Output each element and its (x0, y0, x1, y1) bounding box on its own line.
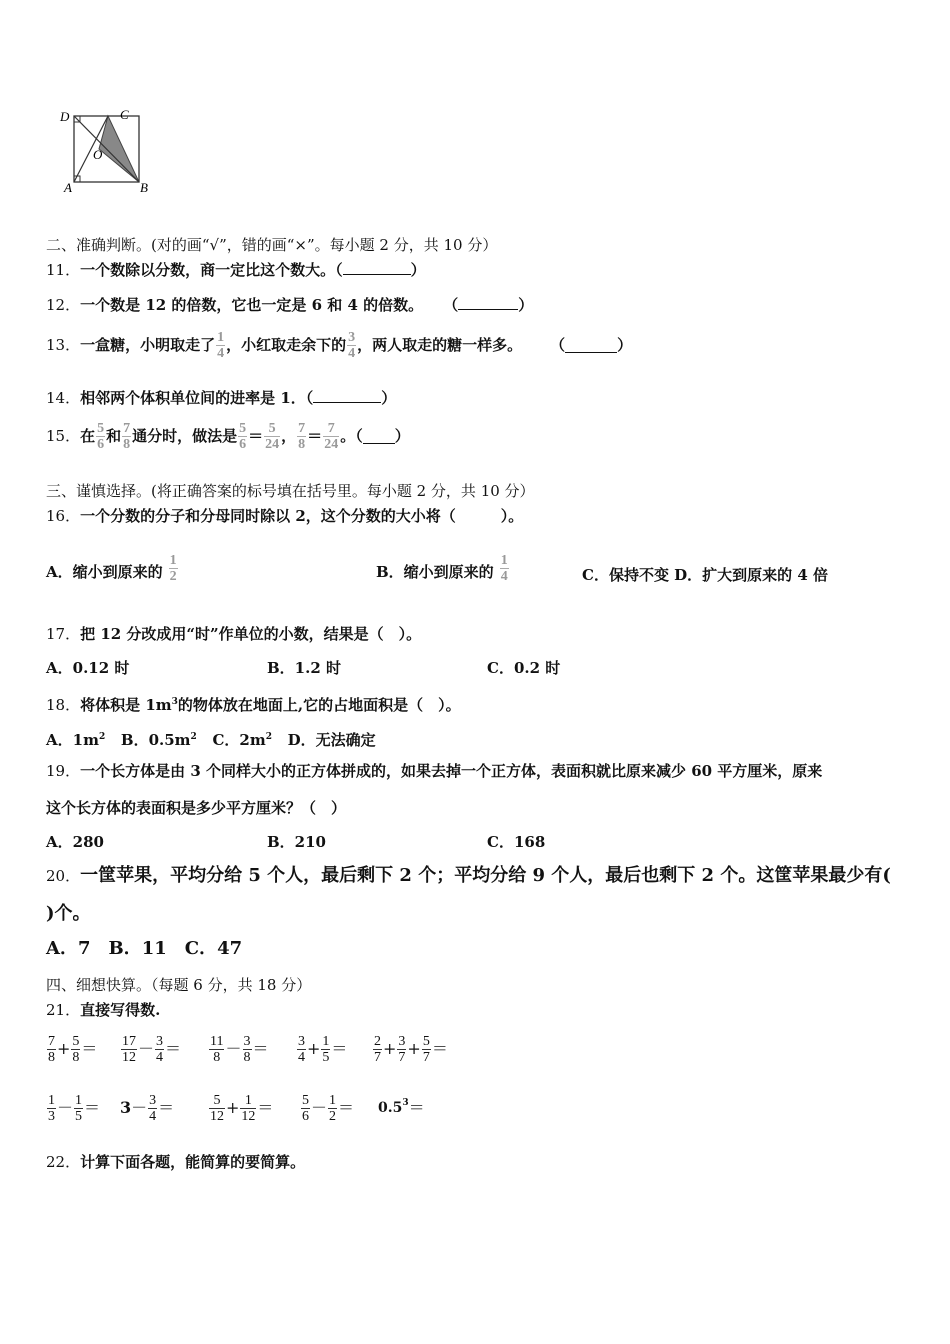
q20-options[interactable]: A．7 B．11 C．47 (46, 938, 243, 959)
q15-eq-2: ＝ (307, 427, 323, 445)
q18-text-1: 将体积是 1m (80, 696, 172, 714)
three: 3 (120, 1098, 132, 1117)
eq: ＝ (257, 1098, 274, 1117)
q16-option-b[interactable] (376, 540, 510, 584)
q15-fa-den: 6 (97, 436, 105, 452)
q13-text-1: 一盒糖，小明取走了 (80, 336, 216, 354)
q14-close: ） (381, 389, 397, 407)
eq: ＝ (252, 1039, 269, 1058)
question-11 (46, 260, 426, 280)
calc-row-2 (46, 1086, 425, 1130)
label-o: O (93, 147, 103, 162)
q17-option-b[interactable]: B．1.2 时 (267, 659, 341, 677)
q22-text: 计算下面各题，能简算的要简算。 (80, 1153, 306, 1171)
eq: ＝ (84, 1098, 101, 1117)
q16-option-a[interactable] (46, 540, 179, 584)
eq: ＝ (431, 1039, 448, 1058)
q18-b-sup: 2 (190, 732, 197, 742)
question-18 (46, 692, 461, 715)
q15-eq-1: ＝ (248, 427, 264, 445)
section3-title: 三、谨慎选择。(将正确答案的标号填在括号里。每小题 2 分，共 10 分） (46, 482, 535, 500)
q14-number: 14． (46, 389, 81, 407)
q22-number: 22． (46, 1153, 81, 1171)
q18-a-sup: 2 (98, 732, 106, 742)
q12-text: 一个数是 12 的倍数，它也一定是 6 和 4 的倍数。 (80, 296, 424, 314)
q11-answer-blank[interactable] (343, 260, 411, 275)
q14-text: 相邻两个体积单位间的进率是 1．（ (80, 389, 314, 407)
cube-sup: 3 (402, 1098, 409, 1108)
eq: ＝ (81, 1039, 98, 1058)
q15-fraction-d1 (297, 421, 306, 452)
q13-f1-den: 4 (217, 345, 225, 361)
q15-fc1-num: 5 (239, 420, 247, 436)
q15-number: 15． (46, 427, 81, 445)
question-12 (46, 295, 533, 315)
calc-1: 7 8 + 5 8 ＝ (48, 1033, 98, 1065)
q19-text-1: 一个长方体是由 3 个同样大小的正方体拼成的，如果去掉一个正方体，表面积就比原来减少 60 平方厘米，原来 (80, 762, 823, 780)
q20-text-1: 一筐苹果，平均分给 5 个人，最后剩下 2 个；平均分给 9 个人，最后也剩下 2 个。这筐苹果最少有( (80, 865, 891, 886)
shaded-triangle (99, 116, 139, 182)
q15-fa-num: 5 (97, 420, 105, 436)
q13-number: 13． (46, 336, 81, 354)
op: + (57, 1039, 71, 1058)
q15-fraction-a (96, 421, 105, 452)
q19-option-c[interactable]: C．168 (487, 833, 546, 851)
calc-8: 5 12 + 1 12 ＝ (210, 1092, 274, 1124)
q16-b-den: 4 (500, 569, 508, 584)
q18-sup: 3 (171, 697, 178, 707)
q13-f2-den: 4 (348, 345, 356, 361)
label-c: C (120, 107, 129, 122)
eq: ＝ (331, 1039, 348, 1058)
question-14 (46, 388, 396, 408)
q15-fb-num: 7 (123, 420, 131, 436)
q15-text-2: 和 (106, 427, 122, 445)
calc-7: 3 － 3 4 ＝ (120, 1092, 175, 1124)
q16-option-b-text: B．缩小到原来的 (376, 563, 494, 581)
q15-text-3: 通分时，做法是 (132, 427, 238, 445)
calc-4: 3 4 + 1 5 ＝ (298, 1033, 348, 1065)
question-19-line2: 这个长方体的表面积是多少平方厘米？（ ） (46, 799, 347, 817)
question-22 (46, 1152, 305, 1172)
op: + (307, 1039, 321, 1058)
q18-option-d[interactable]: D．无法确定 (287, 731, 376, 749)
q21-text: 直接写得数. (80, 1001, 161, 1019)
q16-option-b-fraction (500, 553, 509, 584)
op: － (225, 1039, 242, 1058)
question-13 (46, 325, 632, 365)
q15-fc2-num: 5 (268, 420, 276, 436)
eq: ＝ (408, 1098, 425, 1117)
q13-fraction-1 (216, 330, 225, 361)
label-a: A (64, 180, 72, 195)
q11-number: 11． (46, 261, 81, 279)
calc-9: 5 6 － 1 2 ＝ (302, 1092, 355, 1124)
q17-option-c[interactable]: C．0.2 时 (487, 659, 561, 677)
q20-number: 20． (46, 867, 81, 885)
q18-option-b[interactable] (121, 731, 197, 749)
q13-text-3: ，两人取走的糖一样多。 (357, 336, 523, 354)
question-20-line1 (46, 866, 891, 886)
q17-option-a[interactable]: A．0.12 时 (46, 659, 130, 677)
q15-fraction-d2 (323, 421, 339, 452)
q18-option-c[interactable] (212, 731, 272, 749)
section2-title: 二、准确判断。(对的画“√”，错的画“×”。每小题 2 分，共 10 分） (46, 236, 498, 254)
q15-fd1-den: 8 (298, 436, 306, 452)
calc-3: 11 8 － 3 8 ＝ (210, 1033, 269, 1065)
question-19-line1 (46, 761, 822, 781)
q19-number: 19． (46, 762, 81, 780)
op: － (138, 1039, 155, 1058)
label-d: D (60, 109, 70, 124)
question-16 (46, 506, 523, 526)
op: － (131, 1098, 148, 1117)
q18-number: 18． (46, 696, 81, 714)
q16-option-a-text: A．缩小到原来的 (46, 563, 163, 581)
op: + (226, 1098, 240, 1117)
question-17 (46, 624, 421, 644)
q12-close: ） (518, 296, 534, 314)
calc-6: 1 3 － 1 5 ＝ (48, 1092, 101, 1124)
q16-a-den: 2 (169, 569, 177, 584)
q13-text-2: ，小红取走余下的 (226, 336, 347, 354)
op: + (407, 1039, 421, 1058)
op: + (383, 1039, 397, 1058)
q19-option-a[interactable]: A．280 (46, 833, 104, 851)
question-15 (46, 416, 410, 456)
q21-number: 21． (46, 1001, 81, 1019)
q13-fraction-2 (347, 330, 356, 361)
q15-fd2-num: 7 (327, 420, 335, 436)
q13-answer-blank[interactable] (565, 338, 617, 353)
calc-2: 17 12 － 3 4 ＝ (122, 1033, 182, 1065)
q13-close: ） (617, 336, 633, 354)
q15-close: ） (394, 427, 410, 445)
q12-number: 12． (46, 296, 81, 314)
q11-text: 一个数除以分数，商一定比这个数大。（ (80, 261, 343, 279)
decimal: 0.5 (378, 1100, 403, 1116)
q15-fb-den: 8 (123, 436, 131, 452)
q18-c-text: C．2m (212, 731, 266, 749)
q16-number: 16． (46, 507, 81, 525)
label-b: B (140, 180, 148, 195)
question-20-line2: )个。 (46, 903, 91, 924)
calc-5: 2 7 + 3 7 + 5 7 ＝ (374, 1033, 448, 1065)
q15-text-1: 在 (80, 427, 96, 445)
q14-answer-blank[interactable] (313, 388, 381, 403)
q16-b-num: 1 (500, 553, 508, 568)
q16-option-cd[interactable]: C．保持不变 D．扩大到原来的 4 倍 (582, 566, 829, 584)
q15-fc1-den: 6 (239, 436, 247, 452)
q16-a-num: 1 (169, 553, 177, 568)
q18-option-a[interactable] (46, 731, 105, 749)
q12-open: （ (443, 296, 459, 314)
q18-b-text: B．0.5m (120, 731, 191, 749)
q17-text: 把 12 分改成用“时”作单位的小数，结果是（ ）。 (80, 625, 422, 643)
q13-open: （ (550, 336, 566, 354)
q18-text-2: 的物体放在地面上,它的占地面积是（ ）。 (177, 696, 461, 714)
question-21 (46, 1000, 160, 1020)
geometry-figure (56, 104, 176, 204)
q17-number: 17． (46, 625, 81, 643)
calc-10 (378, 1098, 425, 1118)
eq: ＝ (165, 1039, 182, 1058)
q15-fraction-b (122, 421, 131, 452)
q18-c-sup: 2 (265, 732, 272, 742)
q13-f1-num: 1 (217, 329, 225, 345)
q15-text-7: 。（ (340, 427, 363, 445)
q18-options (46, 727, 376, 750)
q16-option-a-fraction (169, 553, 178, 584)
q15-comma: ， (281, 427, 297, 445)
section4-title: 四、细想快算。（每题 6 分，共 18 分） (46, 976, 312, 994)
eq: ＝ (338, 1098, 355, 1117)
calc-row-1 (46, 1027, 448, 1071)
q15-fd1-num: 7 (298, 420, 306, 436)
op: － (57, 1098, 74, 1117)
q19-option-b[interactable]: B．210 (267, 833, 326, 851)
q15-fraction-c1 (238, 421, 247, 452)
q15-fc2-den: 24 (265, 436, 280, 452)
eq: ＝ (158, 1098, 175, 1117)
q18-a-text: A．1m (46, 731, 99, 749)
q16-text: 一个分数的分子和分母同时除以 2，这个分数的大小将（ ）。 (80, 507, 524, 525)
q15-answer-blank[interactable] (363, 429, 395, 444)
q12-answer-blank[interactable] (458, 295, 518, 310)
q13-f2-num: 3 (348, 329, 356, 345)
op: － (311, 1098, 328, 1117)
q15-fraction-c2 (264, 421, 280, 452)
q11-close: ） (410, 261, 426, 279)
q15-fd2-den: 24 (324, 436, 339, 452)
